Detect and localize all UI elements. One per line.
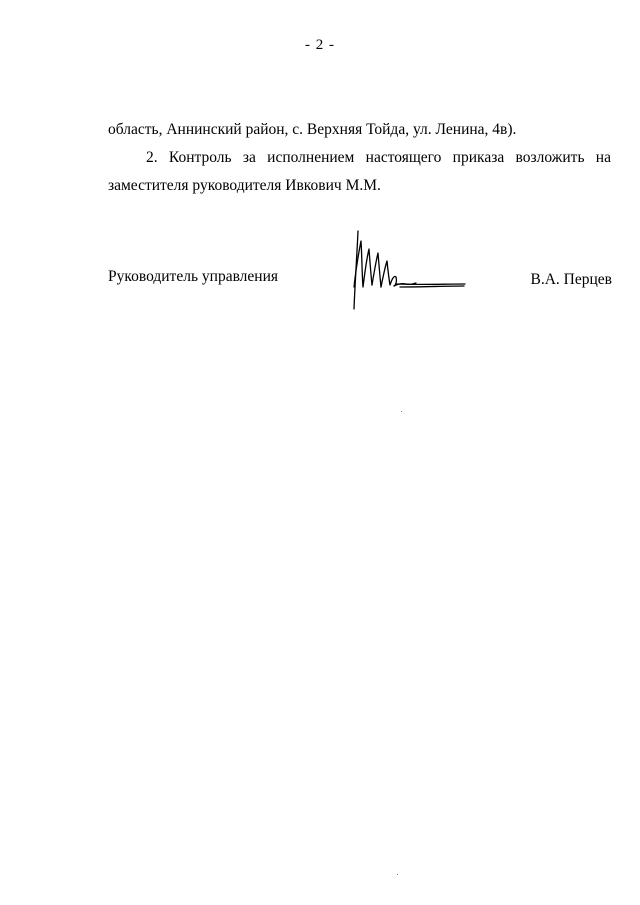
page-number: - 2 -	[305, 37, 335, 53]
scan-speck	[401, 411, 402, 412]
handwritten-signature	[340, 227, 470, 317]
signer-name: В.А. Перцев	[530, 271, 612, 288]
paragraph-item-2-line-2: заместителя руководителя Ивкович М.М.	[108, 177, 381, 194]
continued-address-line: область, Аннинский район, с. Верхняя Тойда, ул. Ленина, 4в).	[108, 121, 517, 138]
signature-block	[0, 265, 640, 325]
paragraph-item-2-line-1: 2. Контроль за исполнением настоящего приказа возложить на	[146, 149, 611, 166]
signer-position-title: Руководитель управления	[108, 268, 279, 285]
paragraph-item-2	[108, 144, 611, 200]
scan-speck	[397, 874, 398, 875]
